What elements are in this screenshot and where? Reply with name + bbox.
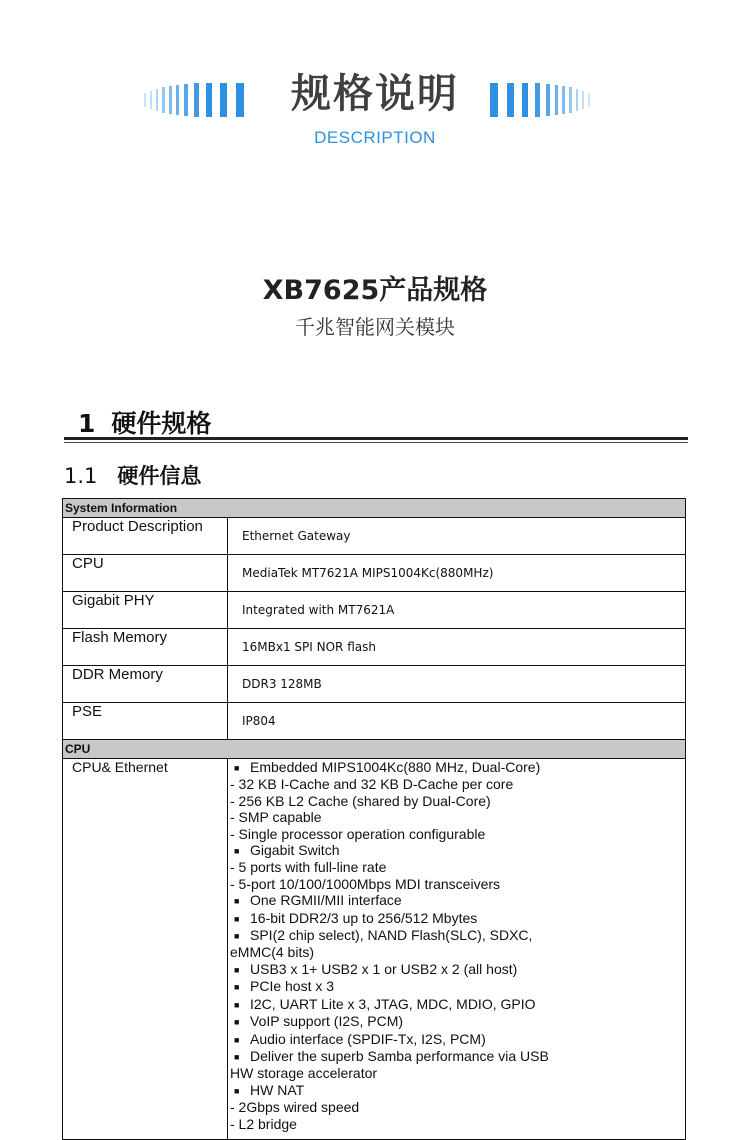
row-label: Product Description xyxy=(63,518,228,555)
bullet-icon: ■ xyxy=(234,982,240,993)
banner-subtitle: DESCRIPTION xyxy=(314,128,436,147)
row-label: Flash Memory xyxy=(63,629,228,666)
bullet-icon: ■ xyxy=(234,1034,240,1045)
bullet-icon: ■ xyxy=(234,1017,240,1028)
list-item: - 5-port 10/100/1000Mbps MDI transceivers xyxy=(230,875,501,892)
list-item: ■ I2C, UART Lite x 3, JTAG, MDC, MDIO, GPIO xyxy=(230,996,685,1013)
system-information-header: System Information xyxy=(63,499,686,518)
row-value: Integrated with MT7621A xyxy=(228,592,686,629)
list-item: - 2Gbps wired speed xyxy=(230,1099,360,1116)
table-row xyxy=(63,555,686,592)
list-item: ■ One RGMII/MII interface xyxy=(230,892,685,909)
row-value: IP804 xyxy=(228,703,686,740)
bullet-icon: ■ xyxy=(234,896,240,907)
row-label: Gigabit PHY xyxy=(63,592,228,629)
section-title: 硬件规格 xyxy=(111,409,212,438)
list-item: - 5 ports with full-line rate xyxy=(230,859,387,876)
spec-table xyxy=(62,498,686,1140)
bullet-icon: ■ xyxy=(234,1085,240,1096)
table-row xyxy=(63,518,686,555)
table-row xyxy=(63,666,686,703)
section-heading-1 xyxy=(78,404,211,440)
list-item: - L2 bridge xyxy=(230,1115,297,1132)
cpu-feature-list xyxy=(228,759,686,1140)
list-item: ■ PCIe host x 3 xyxy=(230,978,685,995)
list-item: ■ Gigabit Switch xyxy=(230,842,685,859)
bullet-icon: ■ xyxy=(234,846,240,857)
heading-rule xyxy=(64,437,688,440)
table-row xyxy=(63,629,686,666)
table-section-header xyxy=(63,499,686,518)
section-heading-1-1 xyxy=(64,460,201,490)
bullet-icon: ■ xyxy=(234,1051,240,1062)
bullet-icon: ■ xyxy=(234,964,240,975)
list-item: ■ Deliver the superb Samba performance via USB HW storage accelerator xyxy=(230,1047,549,1082)
list-item: ■ SPI(2 chip select), NAND Flash(SLC), SDXC, eMMC(4 bits) xyxy=(230,927,533,961)
product-title: XB7625产品规格 xyxy=(262,275,488,306)
bullet-icon: ■ xyxy=(234,763,240,773)
row-label: DDR Memory xyxy=(63,666,228,703)
bullet-icon: ■ xyxy=(234,999,240,1010)
row-value: MediaTek MT7621A MIPS1004Kc(880MHz) xyxy=(228,555,686,592)
table-row xyxy=(63,592,686,629)
table-section-header xyxy=(63,740,686,759)
subsection-number: 1.1 xyxy=(64,464,98,488)
subsection-title: 硬件信息 xyxy=(117,464,202,488)
row-value: Ethernet Gateway xyxy=(228,518,686,555)
table-row xyxy=(63,759,686,1140)
list-item: - 32 KB I-Cache and 32 KB D-Cache per core xyxy=(230,776,514,793)
list-item: ■ USB3 x 1+ USB2 x 1 or USB2 x 2 (all host) xyxy=(230,961,685,978)
list-item: ■ Embedded MIPS1004Kc(880 MHz, Dual-Core) xyxy=(230,759,685,776)
product-subtitle: 千兆智能网关模块 xyxy=(295,315,455,339)
banner-title: 规格说明 xyxy=(291,71,459,117)
list-item: - SMP capable xyxy=(230,809,322,826)
heading-rule-thin xyxy=(64,442,688,443)
cpu-header: CPU xyxy=(63,740,686,759)
section-number: 1 xyxy=(78,409,96,438)
row-label: PSE xyxy=(63,703,228,740)
list-item: ■ VoIP support (I2S, PCM) xyxy=(230,1013,685,1030)
list-item: - 256 KB L2 Cache (shared by Dual-Core) xyxy=(230,792,491,809)
right-stripe-decoration xyxy=(490,83,602,117)
list-item: - Single processor operation configurable xyxy=(230,825,486,842)
bullet-icon: ■ xyxy=(234,913,240,924)
table-row xyxy=(63,703,686,740)
list-item: ■ 16-bit DDR2/3 up to 256/512 Mbytes xyxy=(230,910,685,927)
row-label: CPU& Ethernet xyxy=(63,759,228,1140)
row-label: CPU xyxy=(63,555,228,592)
list-item: ■ HW NAT xyxy=(230,1082,685,1099)
list-item: ■ Audio interface (SPDIF-Tx, I2S, PCM) xyxy=(230,1031,685,1048)
bullet-icon: ■ xyxy=(234,931,240,942)
row-value: 16MBx1 SPI NOR flash xyxy=(228,629,686,666)
row-value: DDR3 128MB xyxy=(228,666,686,703)
